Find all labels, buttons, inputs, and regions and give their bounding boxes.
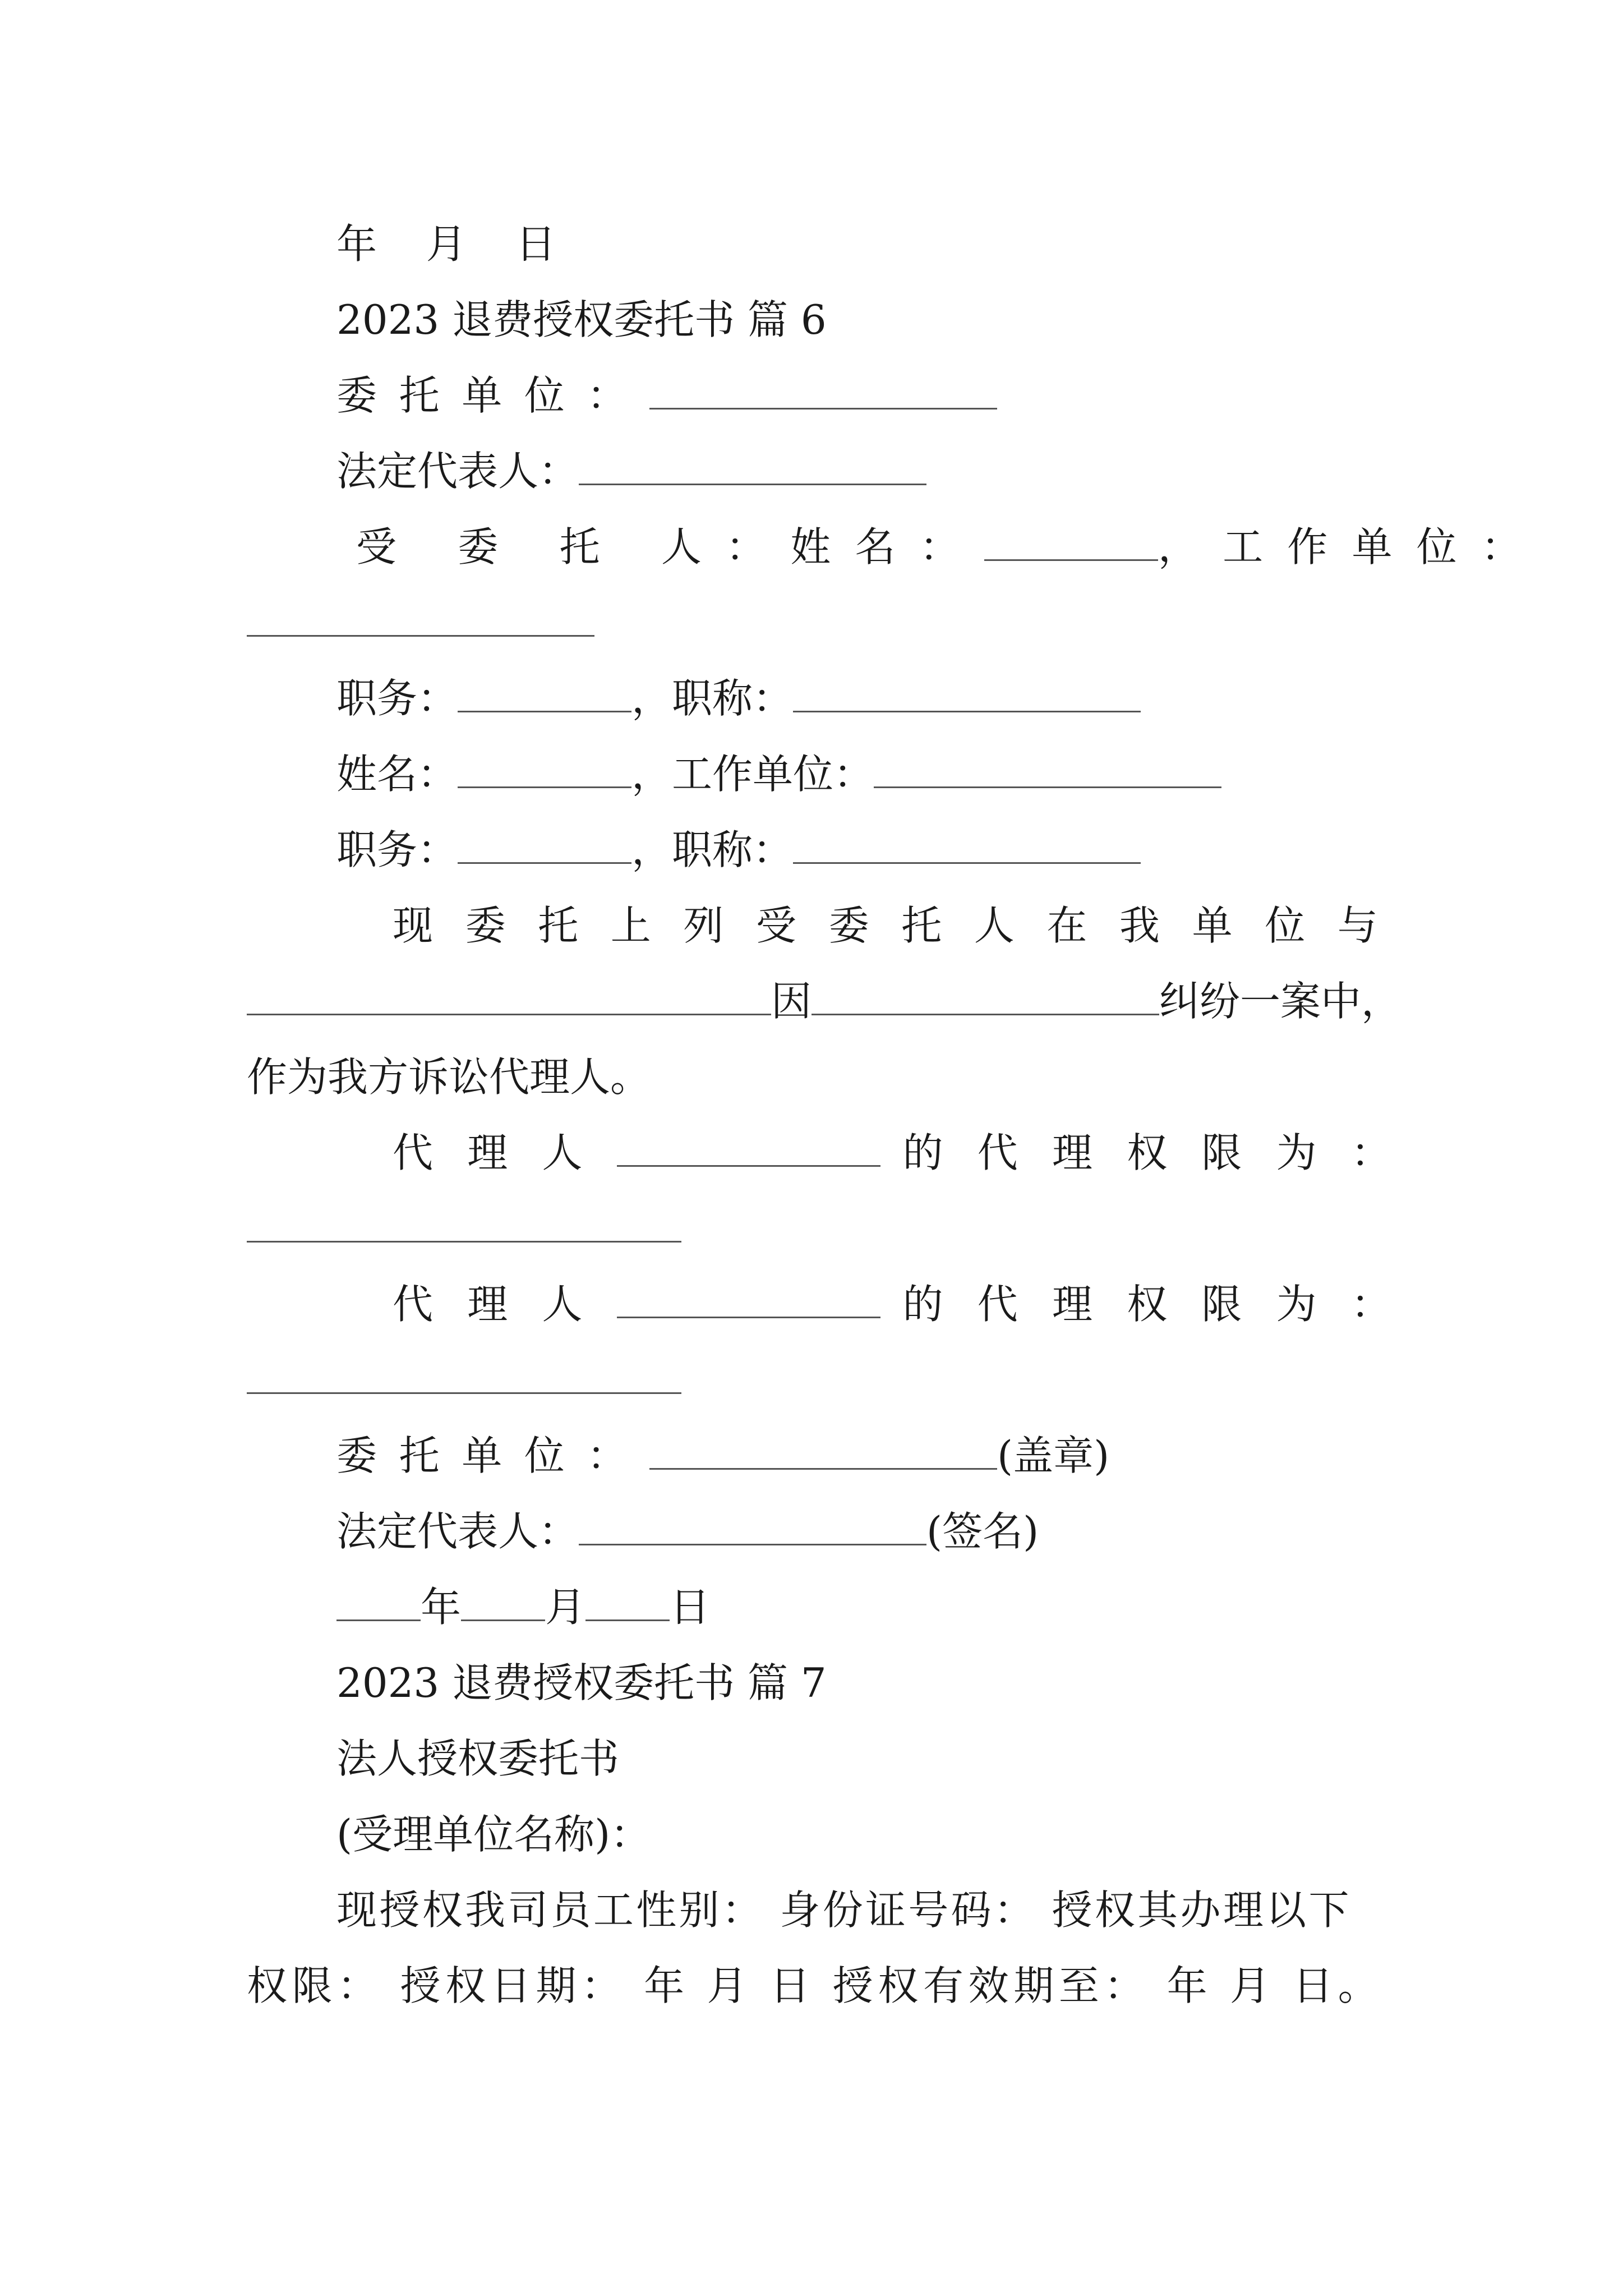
name-row-2 bbox=[336, 749, 1221, 799]
dispute-case-label: 纠纷一案中， bbox=[1159, 978, 1402, 1025]
signature-label: 法定代表人： bbox=[336, 1508, 579, 1555]
signature-suffix: (签名) bbox=[926, 1508, 1039, 1555]
legal-rep-label: 法定代表人： bbox=[336, 448, 579, 495]
title-blank-1 bbox=[793, 677, 1141, 712]
authorization-body-text-1: 现授权我司员工性别： 身份证号码： 授权其办理以下 bbox=[336, 1887, 1352, 1934]
agent-name-blank-2 bbox=[617, 1283, 880, 1318]
agent-label-1: 代理人 bbox=[393, 1129, 617, 1176]
legal-rep-row bbox=[336, 446, 926, 496]
agent-authority-row-1 bbox=[393, 1128, 1426, 1178]
section-heading-7 bbox=[336, 1658, 827, 1708]
agent-label-2: 代理人 bbox=[393, 1281, 617, 1328]
title-label-1: ，职称： bbox=[631, 675, 794, 722]
entrust-statement-text: 现委托上列受委托人在我单位与 bbox=[393, 902, 1410, 949]
receiving-unit-row bbox=[336, 1809, 651, 1860]
authorization-body-row-2 bbox=[247, 1961, 1383, 2011]
corporate-authorization-title-text: 法人授权委托书 bbox=[336, 1735, 620, 1782]
corporate-authorization-title bbox=[336, 1733, 619, 1784]
workplace-blank-2 bbox=[874, 753, 1221, 788]
date-line bbox=[336, 219, 574, 269]
day-label: 日 bbox=[670, 1584, 711, 1631]
month-label: 月 bbox=[545, 1584, 586, 1631]
dispute-row bbox=[247, 976, 1401, 1027]
name-label-2: 姓名： bbox=[336, 751, 458, 798]
duty-label-2: 职务： bbox=[336, 826, 458, 873]
litigation-agent-row bbox=[247, 1052, 651, 1102]
entrusting-unit-label: 委托单位： bbox=[336, 372, 650, 419]
agent-authority-continuation-2 bbox=[247, 1355, 681, 1405]
receiving-unit-text: (受理单位名称)： bbox=[336, 1811, 651, 1858]
date-text: 年 月 日 bbox=[336, 220, 574, 268]
section-heading-7-text: 2023 退费授权委托书 篇 7 bbox=[336, 1659, 827, 1706]
section-heading-6-text: 2023 退费授权委托书 篇 6 bbox=[336, 296, 827, 343]
seal-suffix: (盖章) bbox=[997, 1432, 1110, 1479]
authority-label-1: 的代理权限为： bbox=[902, 1129, 1426, 1176]
trustee-workplace-continuation bbox=[247, 597, 594, 648]
duty-blank-2 bbox=[458, 829, 631, 864]
agent-authority-continuation-1 bbox=[247, 1203, 681, 1254]
signature-row bbox=[336, 1506, 1039, 1557]
year-blank bbox=[336, 1586, 421, 1621]
workplace-label-2: ，工作单位： bbox=[631, 751, 874, 798]
authority-blank-1 bbox=[247, 1207, 681, 1243]
authorization-body-row-1 bbox=[336, 1885, 1352, 1935]
agent-authority-row-2 bbox=[393, 1279, 1426, 1329]
day-blank bbox=[585, 1586, 670, 1621]
authorization-body-text-2: 权限： 授权日期： 年 月 日 授权有效期至： 年 月 日。 bbox=[247, 1962, 1384, 2009]
name-blank-2 bbox=[458, 753, 631, 788]
seal-unit-blank bbox=[649, 1434, 997, 1470]
signing-date-row bbox=[336, 1582, 710, 1632]
title-blank-2 bbox=[793, 829, 1141, 864]
entrust-statement-row bbox=[393, 900, 1410, 951]
legal-rep-blank bbox=[579, 450, 926, 485]
authority-blank-2 bbox=[247, 1359, 681, 1394]
entrusting-unit-blank bbox=[649, 374, 997, 409]
trustee-name-blank bbox=[984, 526, 1158, 561]
opponent-blank bbox=[247, 980, 771, 1015]
seal-unit-label: 委托单位： bbox=[336, 1432, 650, 1479]
signature-blank bbox=[579, 1510, 926, 1545]
title-label-2: ，职称： bbox=[631, 826, 794, 873]
duty-label-1: 职务： bbox=[336, 675, 458, 722]
dispute-cause-blank bbox=[811, 980, 1159, 1015]
trustee-label: 受 委 托 人：姓名： bbox=[356, 523, 984, 570]
agent-name-blank-1 bbox=[617, 1131, 880, 1167]
entrusting-unit-row bbox=[336, 370, 997, 421]
trustee-workplace-blank bbox=[247, 601, 594, 637]
year-label: 年 bbox=[421, 1584, 462, 1631]
trustee-workplace-label: ，工作单位： bbox=[1158, 523, 1546, 570]
month-blank bbox=[461, 1586, 545, 1621]
seal-row bbox=[336, 1430, 1109, 1481]
duty-row-1 bbox=[336, 673, 1141, 724]
duty-row-2 bbox=[336, 825, 1141, 875]
duty-blank-1 bbox=[458, 677, 631, 712]
dispute-because-label: 因 bbox=[771, 978, 812, 1025]
section-heading-6 bbox=[336, 295, 827, 345]
litigation-agent-text: 作为我方诉讼代理人。 bbox=[247, 1053, 651, 1101]
trustee-row bbox=[356, 522, 1546, 572]
authority-label-2: 的代理权限为： bbox=[902, 1281, 1426, 1328]
